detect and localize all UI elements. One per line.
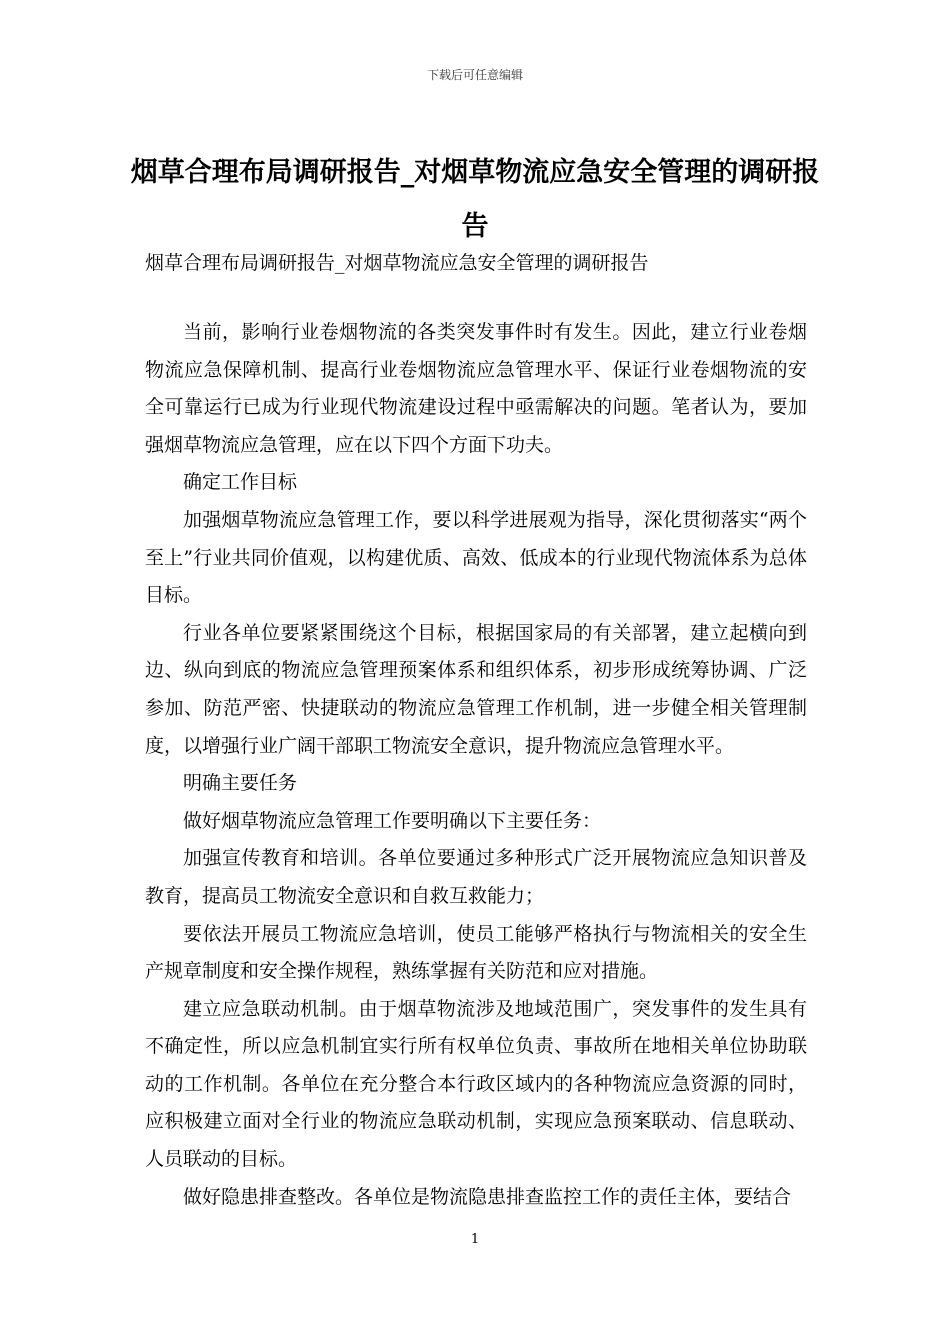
paragraph-training: 加强宣传教育和培训。各单位要通过多种形式广泛开展物流应急知识普及教育，提高员工物流安全意识和自救互救能力； [145, 847, 807, 907]
page-header: 下载后可任意编辑 [426, 68, 523, 82]
page-number: 1 [470, 1232, 480, 1247]
paragraph-hazards: 做好隐患排查整改。各单位是物流隐患排查监控工作的责任主体，要结合 [183, 1185, 792, 1208]
document-body [145, 314, 807, 1216]
paragraph-linkage: 建立应急联动机制。由于烟草物流涉及地域范围广，突发事件的发生具有不确定性，所以应急机制宜实行所有权单位负责、事故所在地相关单位协助联动的工作机制。各单位在充分整合本行政区域内的各种物流应急资源的同时，应积极建立面对全行业的物流应急联动机制，实现应急预案联动、信息联动、人员联动的目标。 [145, 997, 807, 1171]
document-subtitle: 烟草合理布局调研报告_对烟草物流应急安全管理的调研报告 [145, 252, 649, 274]
paragraph-intro: 当前，影响行业卷烟物流的各类突发事件时有发生。因此，建立行业卷烟物流应急保障机制、提高行业卷烟物流应急管理水平、保证行业卷烟物流的安全可靠运行已成为行业现代物流建设过程中亟需解决的问题。笔者认为，要加强烟草物流应急管理，应在以下四个方面下功夫。 [145, 321, 807, 456]
paragraph-units: 行业各单位要紧紧围绕这个目标，根据国家局的有关部署，建立起横向到边、纵向到底的物流应急管理预案体系和组织体系，初步形成统筹协调、广泛参加、防范严密、快捷联动的物流应急管理工作机制，进一步健全相关管理制度，以增强行业广阔干部职工物流安全意识，提升物流应急管理水平。 [145, 621, 807, 757]
paragraph-regulations: 要依法开展员工物流应急培训，使员工能够严格执行与物流相关的安全生产规章制度和安全操作规程，熟练掌握有关防范和应对措施。 [145, 922, 807, 983]
document-title: 烟草合理布局调研报告_对烟草物流应急安全管理的调研报告 [130, 157, 820, 242]
section-heading-tasks: 明确主要任务 [183, 772, 298, 795]
paragraph-goals: 加强烟草物流应急管理工作，要以科学进展观为指导，深化贯彻落实“两个至上”行业共同价值观，以构建优质、高效、低成本的行业现代物流体系为总体目标。 [145, 508, 807, 607]
section-heading-goals: 确定工作目标 [183, 471, 298, 494]
paragraph-tasks-intro: 做好烟草物流应急管理工作要明确以下主要任务： [183, 809, 602, 832]
